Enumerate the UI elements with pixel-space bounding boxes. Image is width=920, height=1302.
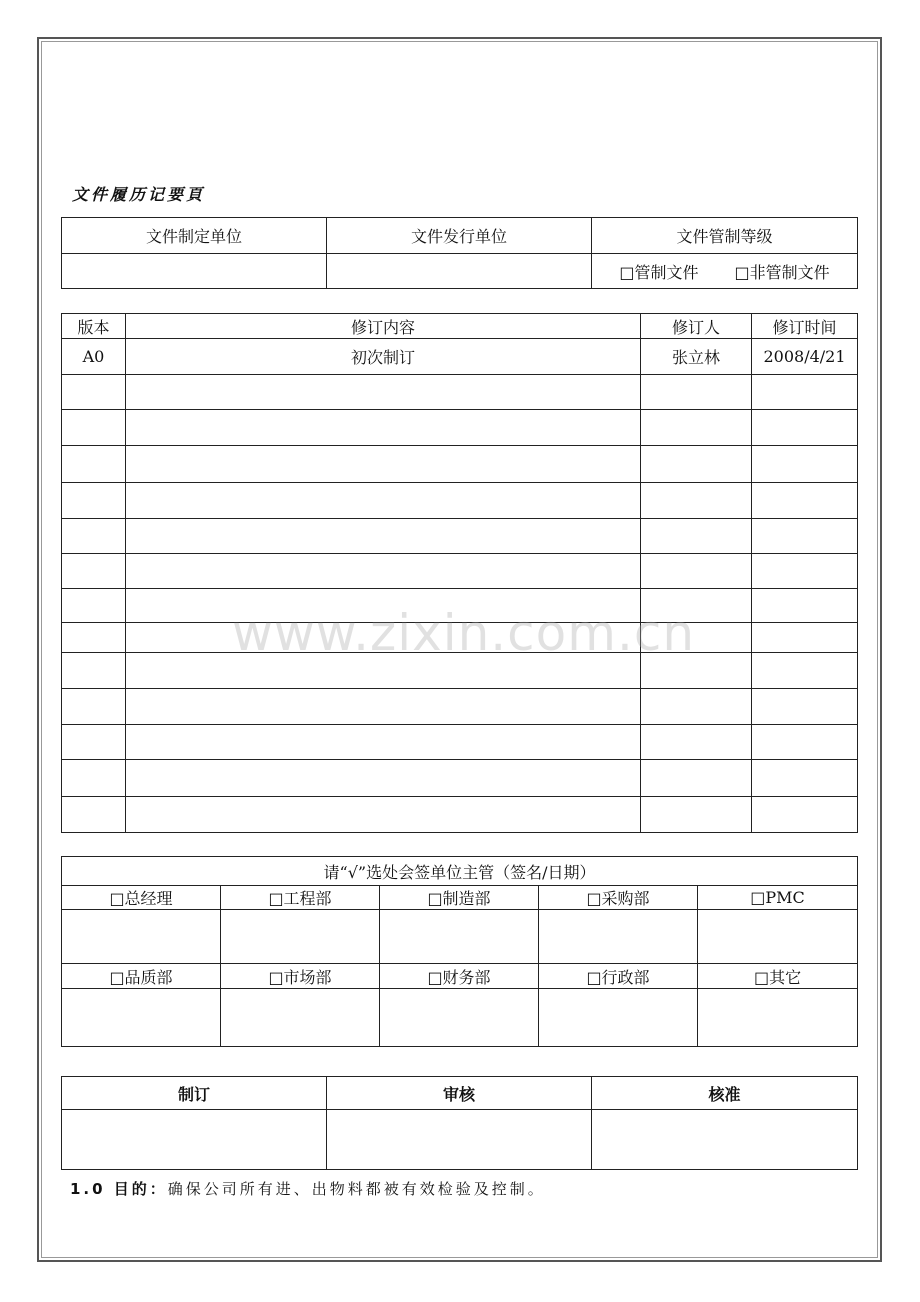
content-cell[interactable] bbox=[126, 375, 641, 410]
purpose-text: 确保公司所有进、出物料都被有效检验及控制。 bbox=[167, 1180, 546, 1198]
content-cell[interactable] bbox=[126, 760, 641, 797]
reviser-cell[interactable] bbox=[641, 519, 752, 554]
version-cell[interactable] bbox=[62, 375, 126, 410]
reviser-cell[interactable] bbox=[641, 554, 752, 589]
approval-signature-cell[interactable] bbox=[327, 1110, 592, 1170]
sign-table bbox=[61, 856, 858, 1047]
unit-value-cell[interactable] bbox=[327, 254, 592, 289]
approval-header: 审核 bbox=[327, 1077, 592, 1110]
control-level-cell bbox=[592, 254, 858, 289]
version-cell[interactable] bbox=[62, 797, 126, 833]
reviser-cell[interactable] bbox=[641, 483, 752, 519]
controlled-doc-checkbox[interactable]: □管制文件 bbox=[619, 262, 699, 282]
reviser-cell[interactable] bbox=[641, 375, 752, 410]
sign-option-checkbox[interactable]: □PMC bbox=[698, 886, 858, 910]
header-cell: 修订人 bbox=[641, 314, 752, 339]
approval-signature-cell[interactable] bbox=[592, 1110, 858, 1170]
signature-cell[interactable] bbox=[698, 910, 858, 964]
revision-row bbox=[62, 483, 858, 519]
header-cell: 版本 bbox=[62, 314, 126, 339]
version-cell[interactable] bbox=[62, 653, 126, 689]
revision-row bbox=[62, 410, 858, 446]
revision-row bbox=[62, 760, 858, 797]
reviser-cell[interactable] bbox=[641, 725, 752, 760]
sign-option-checkbox[interactable]: □行政部 bbox=[539, 964, 698, 989]
unit-table bbox=[61, 217, 858, 289]
content-cell[interactable] bbox=[126, 797, 641, 833]
signature-cell[interactable] bbox=[62, 910, 221, 964]
revision-row bbox=[62, 339, 858, 375]
date-cell[interactable] bbox=[752, 653, 858, 689]
version-cell[interactable] bbox=[62, 446, 126, 483]
date-cell[interactable] bbox=[752, 689, 858, 725]
revision-row bbox=[62, 689, 858, 725]
signature-cell[interactable] bbox=[221, 910, 380, 964]
version-cell[interactable]: A0 bbox=[62, 339, 126, 375]
content-cell[interactable]: 初次制订 bbox=[126, 339, 641, 375]
header-cell: 文件管制等级 bbox=[592, 218, 858, 254]
sign-option-checkbox[interactable]: □其它 bbox=[698, 964, 858, 989]
revision-row bbox=[62, 725, 858, 760]
date-cell[interactable] bbox=[752, 760, 858, 797]
content-cell[interactable] bbox=[126, 725, 641, 760]
content-cell[interactable] bbox=[126, 483, 641, 519]
version-cell[interactable] bbox=[62, 623, 126, 653]
content-cell[interactable] bbox=[126, 410, 641, 446]
content-cell[interactable] bbox=[126, 689, 641, 725]
watermark: www.zixin.com.cn bbox=[232, 604, 696, 662]
reviser-cell[interactable] bbox=[641, 410, 752, 446]
header-cell: 修订时间 bbox=[752, 314, 858, 339]
date-cell[interactable] bbox=[752, 725, 858, 760]
header-cell: 文件发行单位 bbox=[327, 218, 592, 254]
signature-cell[interactable] bbox=[698, 989, 858, 1047]
signature-cell[interactable] bbox=[380, 910, 539, 964]
approval-header: 制订 bbox=[62, 1077, 327, 1110]
date-cell[interactable]: 2008/4/21 bbox=[752, 339, 858, 375]
date-cell[interactable] bbox=[752, 410, 858, 446]
version-cell[interactable] bbox=[62, 589, 126, 623]
date-cell[interactable] bbox=[752, 483, 858, 519]
revision-row bbox=[62, 519, 858, 554]
date-cell[interactable] bbox=[752, 797, 858, 833]
revision-row bbox=[62, 797, 858, 833]
revision-row bbox=[62, 446, 858, 483]
date-cell[interactable] bbox=[752, 375, 858, 410]
approval-table bbox=[61, 1076, 858, 1170]
version-cell[interactable] bbox=[62, 725, 126, 760]
content-cell[interactable] bbox=[126, 554, 641, 589]
version-cell[interactable] bbox=[62, 410, 126, 446]
uncontrolled-doc-checkbox[interactable]: □非管制文件 bbox=[734, 262, 830, 282]
sign-option-checkbox[interactable]: □工程部 bbox=[221, 886, 380, 910]
sign-option-checkbox[interactable]: □总经理 bbox=[62, 886, 221, 910]
date-cell[interactable] bbox=[752, 589, 858, 623]
header-cell: 修订内容 bbox=[126, 314, 641, 339]
signature-cell[interactable] bbox=[62, 989, 221, 1047]
date-cell[interactable] bbox=[752, 519, 858, 554]
content-cell[interactable] bbox=[126, 519, 641, 554]
reviser-cell[interactable] bbox=[641, 797, 752, 833]
purpose-line bbox=[70, 1178, 546, 1199]
version-cell[interactable] bbox=[62, 519, 126, 554]
approval-signature-cell[interactable] bbox=[62, 1110, 327, 1170]
signature-cell[interactable] bbox=[380, 989, 539, 1047]
date-cell[interactable] bbox=[752, 446, 858, 483]
version-cell[interactable] bbox=[62, 483, 126, 519]
date-cell[interactable] bbox=[752, 554, 858, 589]
sign-header: 请“√”选处会签单位主管（签名/日期） bbox=[62, 857, 858, 886]
version-cell[interactable] bbox=[62, 554, 126, 589]
page-title: 文件履历记要頁 bbox=[72, 185, 206, 204]
reviser-cell[interactable] bbox=[641, 446, 752, 483]
signature-cell[interactable] bbox=[539, 910, 698, 964]
version-cell[interactable] bbox=[62, 689, 126, 725]
reviser-cell[interactable] bbox=[641, 689, 752, 725]
content-cell[interactable] bbox=[126, 446, 641, 483]
sign-option-checkbox[interactable]: □品质部 bbox=[62, 964, 221, 989]
approval-header: 核准 bbox=[592, 1077, 858, 1110]
signature-cell[interactable] bbox=[221, 989, 380, 1047]
revision-row bbox=[62, 375, 858, 410]
purpose-label: 1.0 目的： bbox=[70, 1180, 168, 1198]
sign-option-checkbox[interactable]: □制造部 bbox=[380, 886, 539, 910]
reviser-cell[interactable]: 张立林 bbox=[641, 339, 752, 375]
sign-option-checkbox[interactable]: □采购部 bbox=[539, 886, 698, 910]
reviser-cell[interactable] bbox=[641, 760, 752, 797]
date-cell[interactable] bbox=[752, 623, 858, 653]
version-cell[interactable] bbox=[62, 760, 126, 797]
signature-cell[interactable] bbox=[539, 989, 698, 1047]
sign-option-checkbox[interactable]: □财务部 bbox=[380, 964, 539, 989]
header-cell: 文件制定单位 bbox=[62, 218, 327, 254]
revision-table bbox=[61, 313, 858, 833]
revision-row bbox=[62, 554, 858, 589]
sign-option-checkbox[interactable]: □市场部 bbox=[221, 964, 380, 989]
unit-value-cell[interactable] bbox=[62, 254, 327, 289]
